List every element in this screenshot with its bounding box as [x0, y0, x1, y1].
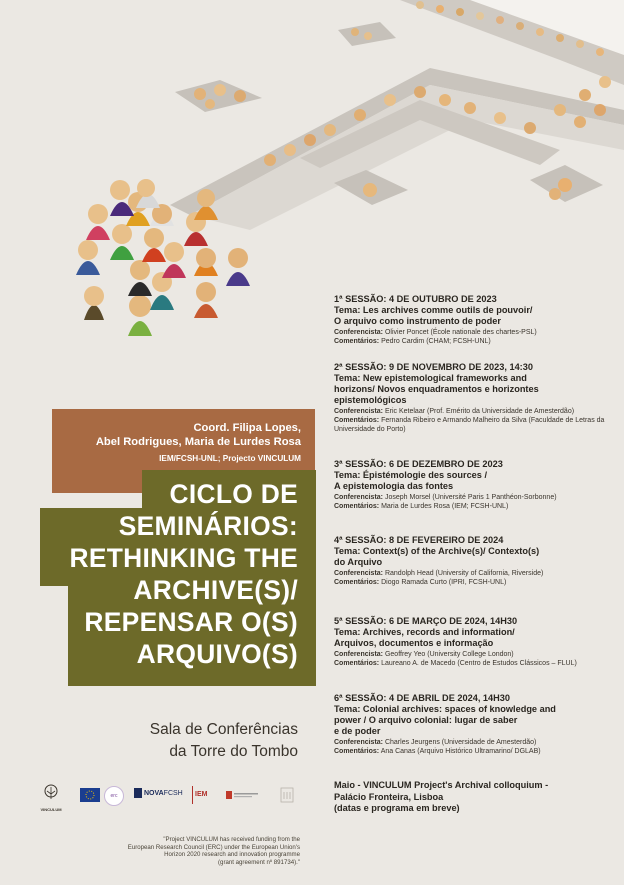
coordinators	[62, 421, 301, 449]
comment-label: Comentários:	[334, 337, 380, 345]
erc-logo: erc	[104, 786, 124, 806]
funding-line-4: (grant agreement nº 891734)."	[218, 858, 300, 866]
session-theme	[334, 704, 620, 737]
venue	[150, 719, 298, 763]
theme-line: O arquivo como instrumento de poder	[334, 316, 501, 326]
session-speaker	[334, 494, 620, 503]
venue-line-1: Sala de Conferências	[149, 721, 298, 738]
comment-label: Comentários:	[334, 502, 380, 510]
colloquium-note	[334, 780, 620, 815]
speaker-label: Conferencista:	[334, 651, 384, 658]
institution-icon	[226, 788, 260, 802]
comment-label: Comentários:	[334, 747, 380, 755]
funding-statement	[50, 836, 300, 866]
session-theme	[334, 470, 620, 492]
theme-line: epistemológicos	[334, 395, 407, 405]
colloquium-line-3: (datas e programa em breve)	[334, 803, 460, 813]
title-line-4: ARCHIVE(S)/	[133, 575, 298, 605]
funding-line-2: European Research Council (ERC) under the European Union's	[127, 843, 300, 851]
nova-text: NOVA	[143, 789, 164, 797]
speaker-label: Conferencista:	[334, 739, 384, 746]
title-line-2: SEMINÁRIOS:	[118, 511, 298, 541]
session-heading: 4ª SESSÃO: 8 DE FEVEREIRO DE 2024	[334, 535, 504, 545]
title-line-1: CICLO DE	[169, 479, 298, 509]
eu-flag-logo	[80, 788, 100, 802]
title-line-3: RETHINKING THE	[69, 543, 298, 573]
coordination-institution: IEM/FCSH-UNL; Projecto VINCULUM	[159, 454, 301, 463]
session-theme	[334, 627, 620, 649]
speaker-label: Conferencista:	[334, 329, 384, 336]
funding-line-1: "Project VINCULUM has received funding from the	[163, 836, 300, 843]
session-6	[334, 693, 620, 757]
comment-name: Ana Canas (Arquivo Histórico Ultramarino/ DGLAB)	[380, 747, 541, 755]
theme-line: Arquivos, documentos e informação	[334, 638, 494, 648]
funding-line-3: Horizon 2020 research and innovation programme	[164, 851, 300, 859]
speaker-name: Geoffrey Yeo (University College London)	[384, 651, 514, 658]
session-heading: 1ª SESSÃO: 4 DE OUTUBRO DE 2023	[334, 294, 497, 304]
speaker-label: Conferencista:	[334, 494, 384, 501]
session-speaker	[334, 408, 620, 417]
session-heading: 3ª SESSÃO: 6 DE DEZEMBRO DE 2023	[334, 459, 503, 469]
theme-line: do Arquivo	[334, 557, 383, 567]
session-comment	[334, 503, 620, 512]
partner-logos	[34, 782, 304, 812]
theme-line: Tema: Colonial archives: spaces of knowledge and	[334, 704, 556, 714]
theme-line: horizons/ Novos enquadramentos e horizontes	[334, 384, 539, 394]
session-heading: 6ª SESSÃO: 4 DE ABRIL DE 2024, 14H30	[334, 693, 510, 703]
comment-name: Laureano A. de Macedo (Centro de Estudos Clássicos – FLUL)	[381, 659, 577, 667]
session-4	[334, 535, 620, 588]
speaker-label: Conferencista:	[334, 570, 384, 577]
archive-logo	[280, 786, 294, 804]
theme-line: A epistemologia das fontes	[334, 481, 454, 491]
theme-line: Tema: Les archives comme outils de pouvoir/	[334, 305, 533, 315]
session-3	[334, 459, 620, 512]
theme-line: Tema: New epistemological frameworks and	[334, 373, 527, 383]
comment-name: Maria de Lurdes Rosa (IEM; FCSH-UNL)	[381, 502, 509, 510]
session-speaker	[334, 570, 620, 579]
vinculum-logo	[34, 784, 68, 812]
session-speaker	[334, 329, 620, 338]
comment-name: Fernanda Ribeiro e Armando Malheiro da Silva (Faculdade de Letras da Universidade do Porto)	[334, 416, 605, 433]
speaker-name: Randolph Head (University of California, Riverside)	[384, 570, 544, 577]
title-line-5: REPENSAR O(S)	[84, 607, 298, 637]
session-comment	[334, 748, 620, 757]
session-speaker	[334, 651, 620, 660]
comment-label: Comentários:	[334, 659, 380, 667]
session-theme	[334, 373, 620, 406]
session-heading: 2ª SESSÃO: 9 DE NOVEMBRO DE 2023, 14:30	[334, 362, 533, 372]
speaker-name: Charles Jeurgens (Universidade de Amesterdão)	[384, 739, 537, 746]
theme-line: power / O arquivo colonial: lugar de saber	[334, 715, 518, 725]
comment-label: Comentários:	[334, 416, 380, 424]
coordinators-line-2: Abel Rodrigues, Maria de Lurdes Rosa	[95, 436, 301, 448]
theme-line: Tema: Context(s) of the Archive(s)/ Contexto(s)	[334, 546, 540, 556]
vinculum-text: VINCULUM	[40, 807, 62, 812]
comment-name: Diogo Ramada Curto (IPRI, FCSH-UNL)	[381, 578, 507, 586]
speaker-name: Eric Ketelaar (Prof. Emérito da Universidade de Amesterdão)	[384, 408, 575, 415]
session-5	[334, 616, 620, 669]
colloquium-line-1: Maio - VINCULUM Project's Archival colloquium -	[334, 780, 549, 790]
venue-line-2: da Torre do Tombo	[169, 743, 298, 760]
theme-line: e de poder	[334, 726, 381, 736]
fcsh-text: FCSH	[163, 789, 183, 797]
session-comment	[334, 338, 620, 347]
session-comment	[334, 579, 620, 588]
iem-logo: IEM	[192, 786, 207, 804]
speaker-name: Olivier Poncet (École nationale des chartes-PSL)	[384, 329, 537, 336]
title-line-6: ARQUIVO(S)	[136, 639, 298, 669]
tree-icon	[40, 784, 62, 802]
comment-name: Pedro Cardim (CHAM; FCSH-UNL)	[381, 337, 491, 345]
nova-fcsh-logo	[134, 788, 183, 798]
theme-line: Tema: Archives, records and information/	[334, 627, 515, 637]
session-theme	[334, 546, 620, 568]
session-comment	[334, 417, 620, 435]
speaker-label: Conferencista:	[334, 408, 384, 415]
building-icon	[280, 786, 294, 804]
seminar-title	[69, 478, 298, 670]
colloquium-line-2: Palácio Fronteira, Lisboa	[334, 791, 444, 802]
session-heading: 5ª SESSÃO: 6 DE MARÇO DE 2024, 14H30	[334, 616, 518, 626]
session-2	[334, 362, 620, 434]
session-1	[334, 294, 620, 347]
session-comment	[334, 660, 620, 669]
eu-stars-icon	[80, 788, 100, 802]
comment-label: Comentários:	[334, 578, 380, 586]
seminar-title-block	[40, 470, 316, 686]
session-theme	[334, 305, 620, 327]
nova-mark-icon	[134, 788, 142, 798]
torre-do-tombo-logo	[226, 788, 260, 802]
session-speaker	[334, 739, 620, 748]
coordinators-line-1: Coord. Filipa Lopes,	[193, 422, 301, 434]
theme-line: Tema: Épistémologie des sources /	[334, 470, 488, 480]
speaker-name: Joseph Morsel (Université Paris 1 Panthéon-Sorbonne)	[384, 494, 557, 501]
